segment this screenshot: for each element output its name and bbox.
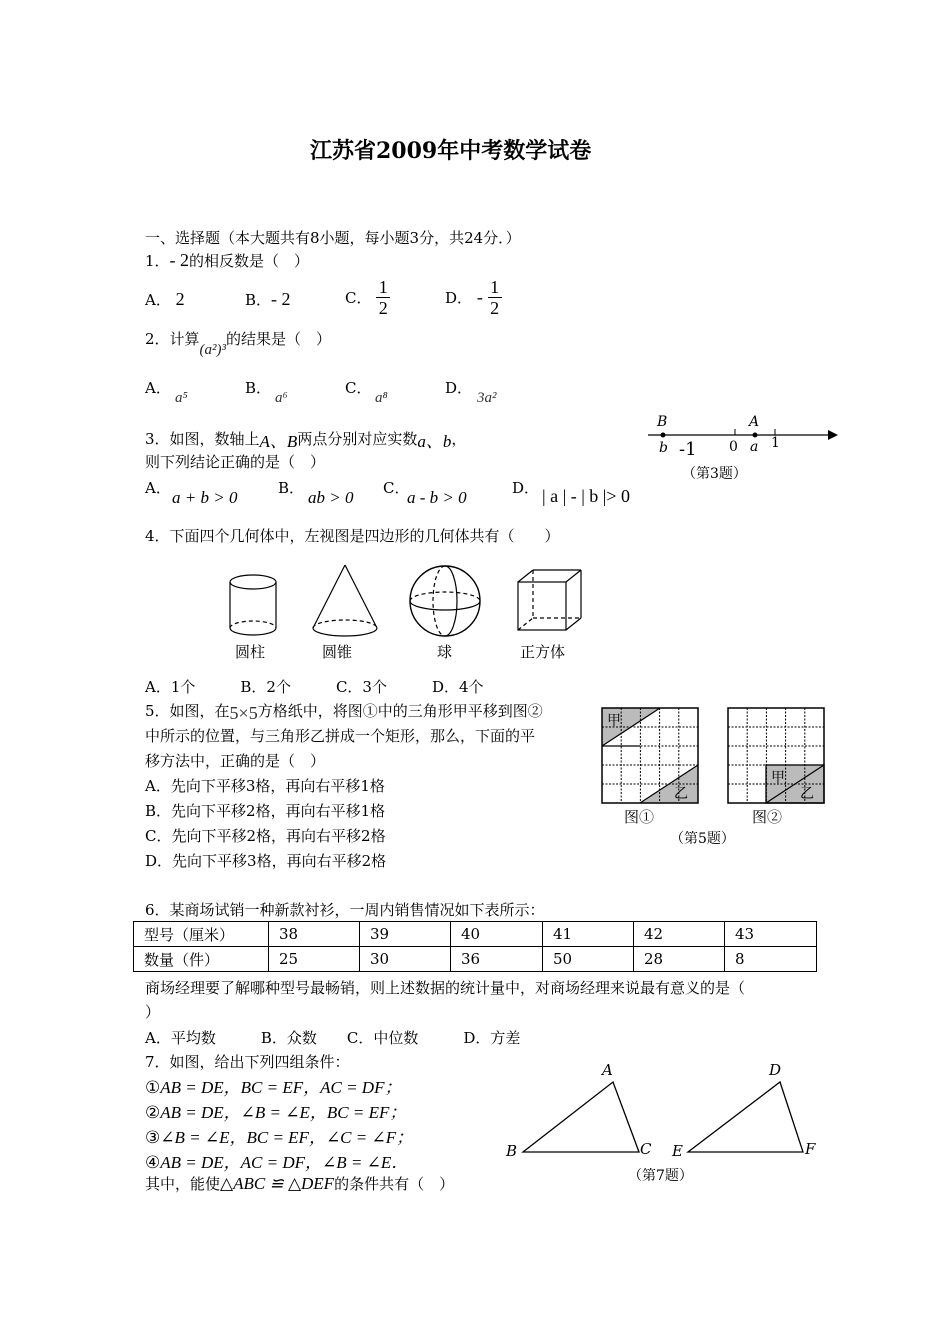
sales-table [133, 921, 817, 972]
vertex-A: A [602, 1061, 613, 1079]
q5-line1 [145, 700, 543, 721]
table-cell: 42 [634, 922, 725, 947]
q3-line2: 则下列结论正确的是（ ） [145, 453, 326, 471]
q7-condition-2 [145, 1098, 406, 1123]
q3-points: A、B [259, 432, 298, 451]
q1-number: 1． [145, 252, 170, 270]
section-heading: 一、选择题（本大题共有8小题，每小题3分，共24分．） [145, 229, 521, 247]
q7-text: 的条件共有（ ） [334, 1175, 455, 1193]
table-cell: 43 [725, 922, 817, 947]
q1-option-b [245, 289, 291, 310]
grid-figure [595, 700, 835, 850]
condition-text: AB = DE，BC = EF，AC = DF； [160, 1078, 402, 1097]
label-b: b [659, 440, 668, 456]
q1-stem-text: 的相反数是（ ） [189, 252, 310, 270]
figure-caption: （第5题） [670, 831, 735, 847]
option-label: D． [445, 379, 473, 397]
condition-number: ③ [145, 1128, 161, 1148]
q3-line1 [145, 424, 466, 449]
table-cell: 41 [543, 922, 634, 947]
label-B: B [657, 414, 668, 430]
q2-a-value: a⁵ [175, 390, 188, 406]
sphere-shape [410, 566, 480, 636]
q3-option-b [278, 477, 304, 498]
condition-number: ① [145, 1078, 161, 1098]
q6-after1: 商场经理要了解哪种型号最畅销，则上述数据的统计量中，对商场经理来说最有意义的是（ [145, 979, 746, 997]
condition-number: ④ [145, 1153, 161, 1173]
cube-shape [518, 570, 581, 630]
condition-text: AB = DE，∠B = ∠E，BC = EF； [160, 1103, 407, 1122]
q3-text: ， [451, 430, 467, 448]
option-value: 2 [175, 289, 185, 309]
option-label: A． [145, 379, 171, 397]
table-row [134, 947, 817, 972]
q1-option-a [145, 289, 185, 310]
figure-caption: （第7题） [628, 1168, 693, 1184]
q2-stem-post: 的结果是（ ） [226, 330, 332, 348]
label-yi: 乙 [674, 786, 688, 802]
q3-text: 两点分别对应实数 [297, 430, 418, 448]
table-cell: 数量（件） [134, 947, 269, 972]
q1-stem [145, 250, 309, 271]
cylinder-shape [230, 575, 276, 635]
q7-condition-3 [145, 1123, 413, 1148]
cone-shape [313, 565, 377, 636]
option-value: - 2 [271, 289, 291, 309]
q2-b-value: a⁶ [275, 390, 288, 406]
condition-number: ② [145, 1103, 161, 1123]
label-minus1: -1 [679, 439, 697, 460]
option-label: C． [345, 289, 372, 307]
table-cell: 39 [360, 922, 451, 947]
label-a: a [750, 439, 759, 455]
grid-one [602, 708, 698, 803]
q3-a-value: a + b > 0 [172, 488, 238, 507]
table-row [134, 922, 817, 947]
vertex-B: B [506, 1142, 518, 1160]
figure-caption: （第3题） [682, 466, 747, 482]
table-cell: 30 [360, 947, 451, 972]
q3-c-value: a - b > 0 [407, 488, 467, 507]
q5-expr: 5×5 [229, 703, 258, 723]
q1-option-d [445, 277, 502, 318]
option-label: A． [145, 479, 171, 497]
label-0: 0 [729, 439, 738, 455]
shape-label-sphere: 球 [437, 643, 453, 661]
q5-line2: 中所示的位置，与三角形乙拼成一个矩形，那么，下面的平 [145, 727, 536, 745]
shape-label-cylinder: 圆柱 [235, 643, 266, 661]
table-cell: 8 [725, 947, 817, 972]
table-cell: 28 [634, 947, 725, 972]
solids-figure [220, 560, 600, 670]
table-cell: 38 [269, 922, 360, 947]
q2-expr: (a²)³ [199, 342, 227, 358]
fig2-label: 图② [752, 808, 783, 826]
option-label: C． [345, 379, 372, 397]
vertex-E: E [672, 1142, 683, 1160]
vertex-C: C [640, 1140, 652, 1158]
q1-option-c [345, 277, 390, 318]
table-cell: 40 [451, 922, 543, 947]
q2-d-value: 3a² [477, 390, 497, 406]
q7-condition-4 [145, 1148, 408, 1173]
shape-label-cube: 正方体 [520, 643, 566, 661]
point-b [661, 433, 666, 438]
page-title: 江苏省2009年中考数学试卷 [310, 138, 592, 164]
fraction: $\frac{1}{2}$ [376, 277, 390, 318]
table-cell: 36 [451, 947, 543, 972]
q5-option-d: D．先向下平移3格，再向右平移2格 [145, 852, 387, 870]
q3-text: 3．如图，数轴上 [145, 430, 260, 448]
triangle-def [688, 1082, 803, 1152]
q3-b-value: ab > 0 [308, 488, 354, 507]
vertex-F: F [805, 1140, 816, 1158]
shape-label-cone: 圆锥 [322, 643, 353, 661]
q5-option-b: B．先向下平移2格，再向右平移1格 [145, 802, 386, 820]
q7-last-line [145, 1173, 454, 1194]
grid-two [728, 708, 824, 803]
q3-option-c [383, 477, 409, 498]
q5-option-a: A．先向下平移3格，再向右平移1格 [145, 777, 385, 795]
option-label: D． [445, 289, 473, 307]
q2-c-value: a⁸ [375, 390, 388, 406]
triangle-abc [523, 1082, 639, 1152]
fraction: $\frac{1}{2}$ [488, 277, 502, 318]
q7-condition-1 [145, 1073, 401, 1098]
option-label: B． [245, 291, 272, 309]
q5-line3: 移方法中，正确的是（ ） [145, 752, 326, 770]
q7-stem: 7．如图，给出下列四组条件： [145, 1053, 350, 1071]
condition-text: ∠B = ∠E，BC = EF，∠C = ∠F； [160, 1128, 414, 1147]
q5-option-c: C．先向下平移2格，再向右平移2格 [145, 827, 386, 845]
label-yi: 乙 [800, 786, 814, 802]
label-1: 1 [771, 435, 780, 451]
fig1-label: 图① [624, 808, 655, 826]
option-label: C． [383, 479, 410, 497]
q7-text: 其中，能使 [145, 1175, 221, 1193]
number-line-figure [640, 410, 840, 490]
option-label: B． [278, 479, 305, 497]
option-label: A． [145, 291, 171, 309]
table-cell: 50 [543, 947, 634, 972]
q5-text: 5．如图，在 [145, 702, 230, 720]
label-A: A [749, 414, 760, 430]
table-cell: 型号（厘米） [134, 922, 269, 947]
q1-expr: - 2 [169, 250, 190, 270]
q4-options: A．1个 B．2个 C．3个 D．4个 [145, 678, 484, 696]
q2-stem [145, 328, 332, 358]
q4-stem: 4．下面四个几何体中，左视图是四边形的几何体共有（ ） [145, 527, 560, 545]
vertex-D: D [769, 1061, 782, 1079]
point-a [753, 433, 758, 438]
condition-text: AB = DE，AC = DF，∠B = ∠E． [160, 1153, 409, 1172]
triangles-figure [500, 1055, 830, 1190]
minus-sign: - [476, 287, 483, 307]
q7-expr: △ABC ≌ △DEF [220, 1174, 335, 1193]
q6-options: A．平均数 B．众数 C．中位数 D．方差 [145, 1029, 521, 1047]
q2-stem-pre: 2．计算 [145, 330, 200, 348]
q6-stem: 6．某商场试销一种新款衬衫，一周内销售情况如下表所示： [145, 901, 545, 919]
label-jia: 甲 [607, 713, 621, 729]
q3-d-value: | a | - | b |> 0 [542, 486, 631, 506]
q3-vars: a、b [417, 432, 452, 451]
label-jia: 甲 [771, 770, 785, 786]
option-label: D． [512, 479, 540, 497]
q5-text: 方格纸中，将图①中的三角形甲平移到图② [257, 702, 543, 720]
arrow-head [828, 430, 838, 440]
table-cell: 25 [269, 947, 360, 972]
option-label: B． [245, 379, 272, 397]
q3-option-a [145, 477, 171, 498]
q3-option-d [512, 477, 539, 498]
q6-after2: ） [145, 1003, 161, 1021]
